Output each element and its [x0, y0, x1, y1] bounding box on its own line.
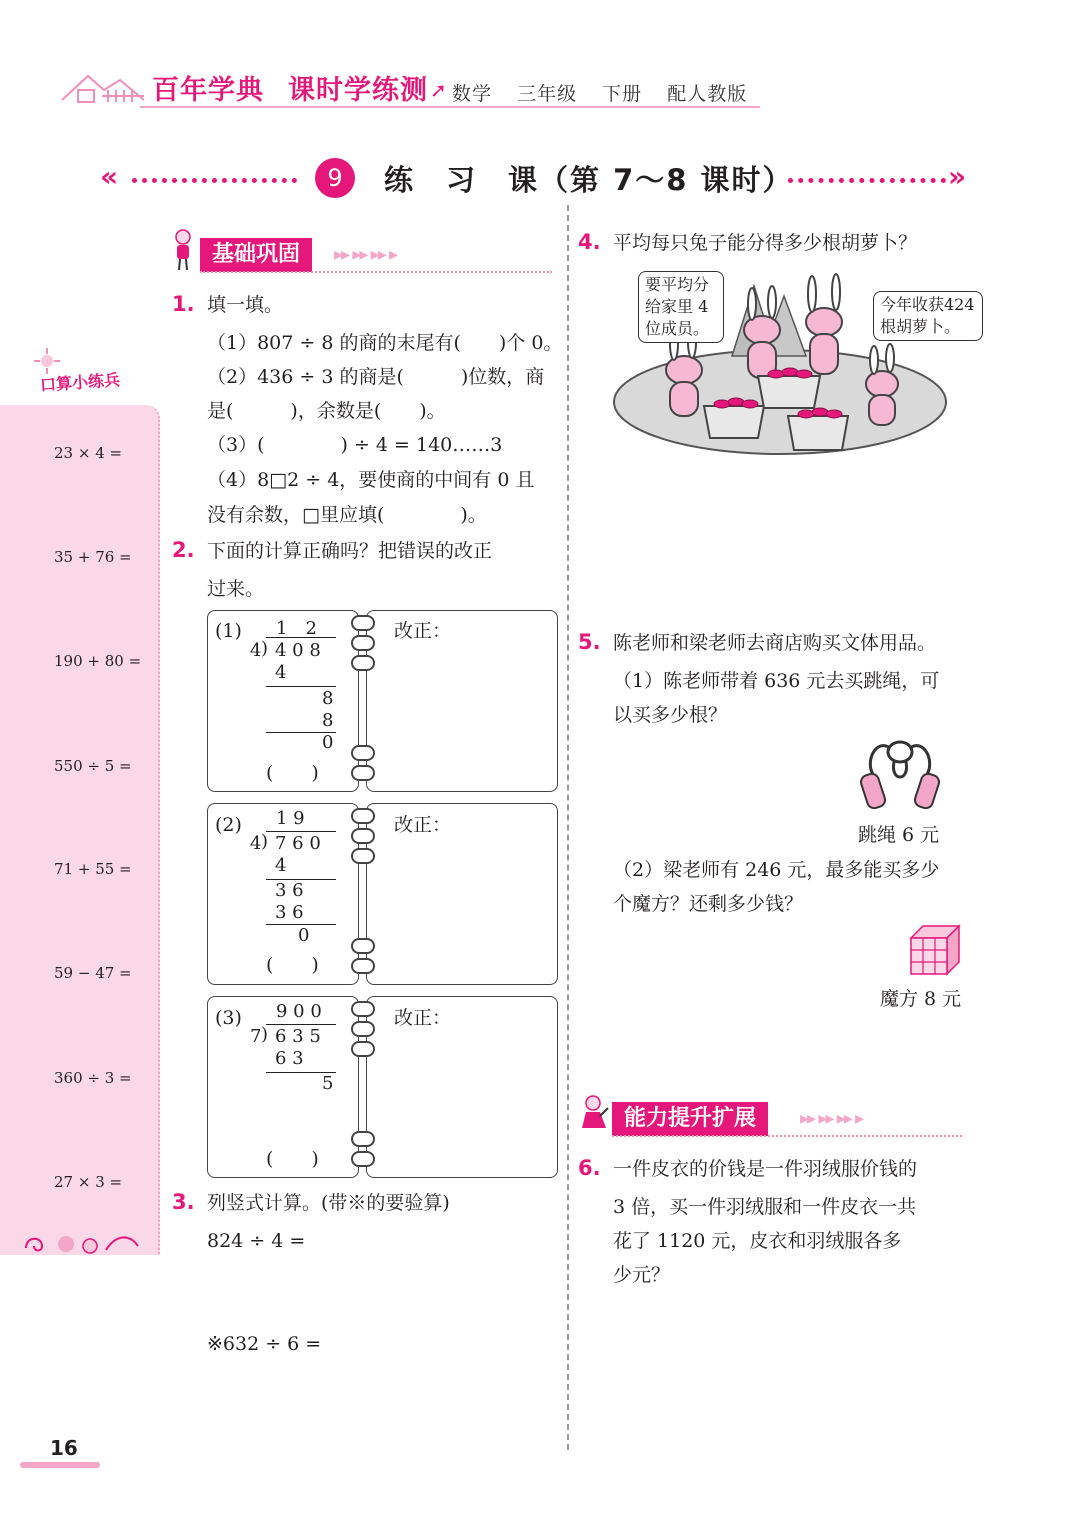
spiral-ring-icon	[351, 808, 375, 824]
q6-line: 一件皮衣的价钱是一件羽绒服价钱的	[613, 1158, 918, 1180]
division-bar	[266, 1024, 336, 1025]
section-banner-basic: 基础巩固	[200, 238, 312, 272]
division-bar	[266, 831, 336, 832]
bubble-line: 根胡萝卜。	[880, 317, 961, 336]
girl-figure-icon	[580, 1094, 610, 1138]
q2-step: 5	[322, 1073, 334, 1094]
q3-title: 列竖式计算。(带※的要验算)	[207, 1192, 450, 1214]
q2-step: 8	[322, 688, 334, 709]
lesson-title: 练 习 课（第 7～8 课时）	[384, 163, 794, 197]
q1-line-2: （2）436 ÷ 3 的商是( )位数，商	[207, 366, 545, 388]
spiral-ring-icon	[351, 765, 375, 781]
subject: 数学	[452, 83, 493, 105]
sidebar-strip	[0, 405, 160, 1255]
sidebar-title: 口算小练兵	[39, 370, 121, 395]
volume: 下册	[602, 83, 643, 105]
double-chevron-left-icon: «	[100, 160, 119, 193]
column-divider	[567, 205, 569, 1450]
q1-line-5: （4）8□2 ÷ 4，要使商的中间有 0 且	[207, 469, 535, 491]
spiral-ring-icon	[351, 848, 375, 864]
q2-judge-paren[interactable]: ( )	[266, 762, 319, 784]
q1-line-3: 是( )，余数是( )。	[207, 400, 446, 422]
spiral-ring-icon	[351, 958, 375, 974]
q1-line-4: （3）( ) ÷ 4 = 140……3	[207, 434, 503, 456]
division-bracket-icon: )	[261, 638, 269, 659]
q6-line: 少元？	[613, 1264, 671, 1286]
q2-judge-paren[interactable]: ( )	[266, 1148, 319, 1170]
q2-quotient: 1 9	[276, 808, 305, 829]
q2-dividend: 6 3 5	[275, 1026, 321, 1047]
title-dots-right	[788, 178, 946, 183]
header-subtitle	[452, 79, 765, 106]
oral-item: 27 × 3 =	[54, 1173, 123, 1191]
q6-line: 3 倍，买一件羽绒服和一件皮衣一共	[613, 1196, 917, 1218]
oral-item: 550 ÷ 5 =	[54, 757, 132, 775]
division-bracket-icon: )	[261, 1024, 269, 1045]
q2-quotient: 9 0 0	[276, 1001, 322, 1022]
oral-item: 35 + 76 =	[54, 548, 132, 566]
q5-part1-line: 以买多少根？	[613, 704, 728, 726]
q1-line-1: （1）807 ÷ 8 的商的末尾有( )个 0。	[207, 332, 563, 354]
spiral-binding	[351, 1001, 375, 1057]
q2-fix-label: 改正：	[394, 814, 452, 836]
q2-step: 3 6	[275, 902, 304, 923]
q2-quotient: 1 2	[276, 618, 317, 639]
student-figure-icon	[170, 228, 196, 276]
spiral-ring-icon	[351, 1151, 375, 1167]
jump-rope-price: 跳绳 6 元	[858, 824, 940, 846]
header-logo-icon	[58, 66, 148, 110]
q1-number: 1.	[172, 292, 195, 316]
q4-number: 4.	[578, 230, 601, 254]
spiral-ring-icon	[351, 655, 375, 671]
rubiks-cube-icon	[909, 924, 961, 980]
banner-arrows-icon: ▸▸ ▸▸ ▸▸ ▸	[800, 1108, 863, 1129]
double-chevron-right-icon: »	[948, 160, 967, 193]
page-number: 16	[50, 1436, 78, 1460]
spiral-binding	[351, 938, 375, 974]
q2-divisor: 4	[250, 833, 262, 854]
bubble-line: 今年收获424	[880, 295, 975, 314]
bubble-line: 位成员。	[645, 319, 710, 338]
q2-fix-label: 改正：	[394, 1007, 452, 1029]
q2-number: 2.	[172, 538, 195, 562]
q2-divisor: 4	[250, 640, 262, 661]
banner-arrows-icon: ▸▸ ▸▸ ▸▸ ▸	[334, 244, 397, 265]
lesson-number: 9	[315, 158, 355, 198]
oral-item: 71 + 55 =	[54, 860, 132, 878]
q2-step: 0	[322, 732, 334, 753]
oral-item: 59 − 47 =	[54, 964, 132, 982]
spiral-ring-icon	[351, 1041, 375, 1057]
q2-box-label: (2)	[215, 814, 242, 836]
page-number-underline	[20, 1462, 100, 1468]
q2-step: 8	[322, 710, 334, 731]
q6-number: 6.	[578, 1156, 601, 1180]
step-line	[266, 686, 336, 687]
speech-bubble-left	[638, 271, 724, 343]
spiral-ring-icon	[351, 1001, 375, 1017]
q3-item: ※632 ÷ 6 =	[207, 1333, 322, 1355]
q2-fix-label: 改正：	[394, 620, 452, 642]
spiral-ring-icon	[351, 1021, 375, 1037]
spiral-ring-icon	[351, 615, 375, 631]
title-dots-left	[132, 178, 297, 183]
spiral-ring-icon	[351, 635, 375, 651]
q5-part1-line: （1）陈老师带着 636 元去买跳绳，可	[613, 670, 940, 692]
bubble-line: 要平均分	[645, 275, 710, 294]
jump-rope-icon	[860, 734, 940, 820]
banner-dash-line	[612, 1135, 962, 1137]
q2-step: 4	[275, 855, 287, 876]
spiral-ring-icon	[351, 828, 375, 844]
q2-step: 0	[298, 925, 310, 946]
q5-number: 5.	[578, 630, 601, 654]
q5-part2-line: （2）梁老师有 246 元，最多能买多少	[613, 859, 940, 881]
q4-title: 平均每只兔子能分得多少根胡萝卜？	[613, 232, 918, 254]
q6-line: 花了 1120 元，皮衣和羽绒服各多	[613, 1230, 902, 1252]
section-banner-advanced: 能力提升扩展	[612, 1102, 768, 1136]
spiral-ring-icon	[351, 1131, 375, 1147]
header-arrow-icon: ➚	[430, 78, 447, 102]
swirl-decoration-icon	[20, 1226, 150, 1266]
edition: 配人教版	[667, 83, 748, 105]
spiral-ring-icon	[351, 745, 375, 761]
q2-judge-paren[interactable]: ( )	[266, 954, 319, 976]
header-underline	[140, 106, 760, 108]
q2-box-label: (1)	[215, 620, 242, 642]
oral-item: 360 ÷ 3 =	[54, 1069, 132, 1087]
oral-item: 190 + 80 =	[54, 652, 142, 670]
spiral-binding	[351, 808, 375, 864]
banner-dash-line	[200, 271, 552, 273]
q2-line-2: 过来。	[207, 578, 265, 600]
division-bracket-icon: )	[261, 831, 269, 852]
grade: 三年级	[517, 83, 578, 105]
rubiks-cube-price: 魔方 8 元	[880, 988, 962, 1010]
q5-part2-line: 个魔方？还剩多少钱？	[613, 893, 804, 915]
spiral-ring-icon	[351, 938, 375, 954]
q3-number: 3.	[172, 1190, 195, 1214]
spiral-binding	[351, 745, 375, 781]
q2-step: 3 6	[275, 880, 304, 901]
oral-item: 23 × 4 =	[54, 444, 123, 462]
q2-step: 4	[275, 662, 287, 683]
spiral-binding	[351, 1131, 375, 1167]
speech-bubble-right	[873, 291, 983, 341]
q2-divisor: 7	[250, 1026, 262, 1047]
q2-line-1: 下面的计算正确吗？把错误的改正	[207, 540, 493, 562]
q2-step: 6 3	[275, 1048, 304, 1069]
q2-dividend: 7 6 0	[275, 833, 321, 854]
q1-title: 填一填。	[207, 294, 284, 316]
q3-item: 824 ÷ 4 =	[207, 1230, 306, 1252]
brand-name: 百年学典	[152, 75, 264, 106]
division-bar	[266, 637, 336, 638]
spiral-binding	[351, 615, 375, 671]
q2-box-label: (3)	[215, 1007, 242, 1029]
q2-dividend: 4 0 8	[275, 640, 321, 661]
q5-title: 陈老师和梁老师去商店购买文体用品。	[613, 632, 937, 654]
q1-line-6: 没有余数，□里应填( )。	[207, 504, 487, 526]
bubble-line: 给家里 4	[645, 297, 709, 316]
series-name: 课时学练测	[288, 75, 428, 106]
